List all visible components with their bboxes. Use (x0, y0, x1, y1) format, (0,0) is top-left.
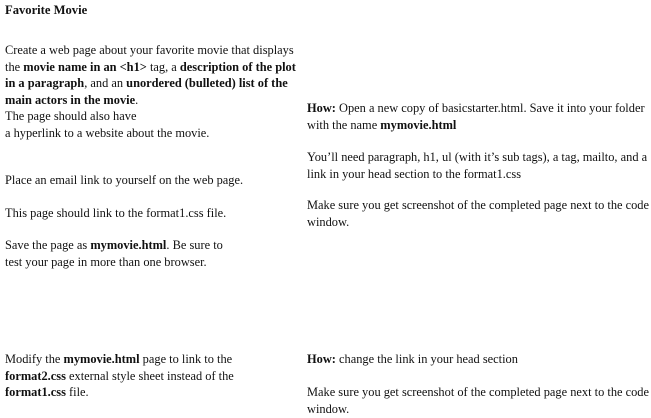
bold-text: movie name in an <h1> (23, 59, 147, 74)
text-run: page to link to the (139, 352, 233, 366)
text-run: file. (65, 385, 89, 399)
how-change-instruction (307, 351, 649, 368)
text-run: tag, a (146, 59, 180, 74)
text-line: The page should also have (5, 109, 137, 123)
text-run: change the link in your head section (335, 352, 518, 366)
instructions-paragraph (5, 42, 305, 141)
bold-text: mymovie.html (90, 238, 167, 252)
bold-text: format2.css (5, 368, 66, 383)
page-title: Favorite Movie (5, 3, 88, 17)
text-run: . (135, 92, 139, 107)
text-run: Create a web page about your favorite movie that displays the (5, 43, 294, 74)
how-label: How: (307, 352, 336, 366)
bold-text: format1.css (5, 385, 66, 399)
how-label: How: (307, 101, 336, 115)
bold-text: unordered (bulleted) list of the main actors in the movie (5, 76, 288, 107)
bold-text: mymovie.html (380, 117, 457, 132)
screenshot-note: Make sure you get screenshot of the completed page next to the code window. (307, 198, 650, 229)
text-run: Open a new copy of basicstarter.html. Save it into your folder with the name (307, 101, 645, 132)
screenshot-note-2: Make sure you get screenshot of the completed page next to the code window. (307, 385, 650, 416)
text-run: Modify the (5, 352, 64, 366)
bold-text: mymovie.html (63, 352, 140, 366)
save-instruction (5, 237, 305, 270)
requirements-note: You’ll need paragraph, h1, ul (with it’s sub tags), a tag, mailto, and a link in your head section to the format1.css (307, 150, 648, 181)
text-run: Save the page as (5, 238, 91, 252)
text-line: test your page in more than one browser. (5, 254, 207, 269)
bold-text: description of the plot in a paragraph (5, 59, 296, 90)
text-run: . Be sure to (166, 238, 223, 252)
modify-instruction (5, 351, 267, 401)
how-open-instruction (307, 100, 649, 133)
text-run: , and an (84, 76, 127, 90)
css-link-instruction: This page should link to the format1.css file. (5, 206, 227, 220)
email-instruction: Place an email link to yourself on the web page. (5, 173, 244, 187)
text-run: external style sheet instead of the (65, 368, 234, 383)
text-line: a hyperlink to a website about the movie. (5, 125, 210, 140)
